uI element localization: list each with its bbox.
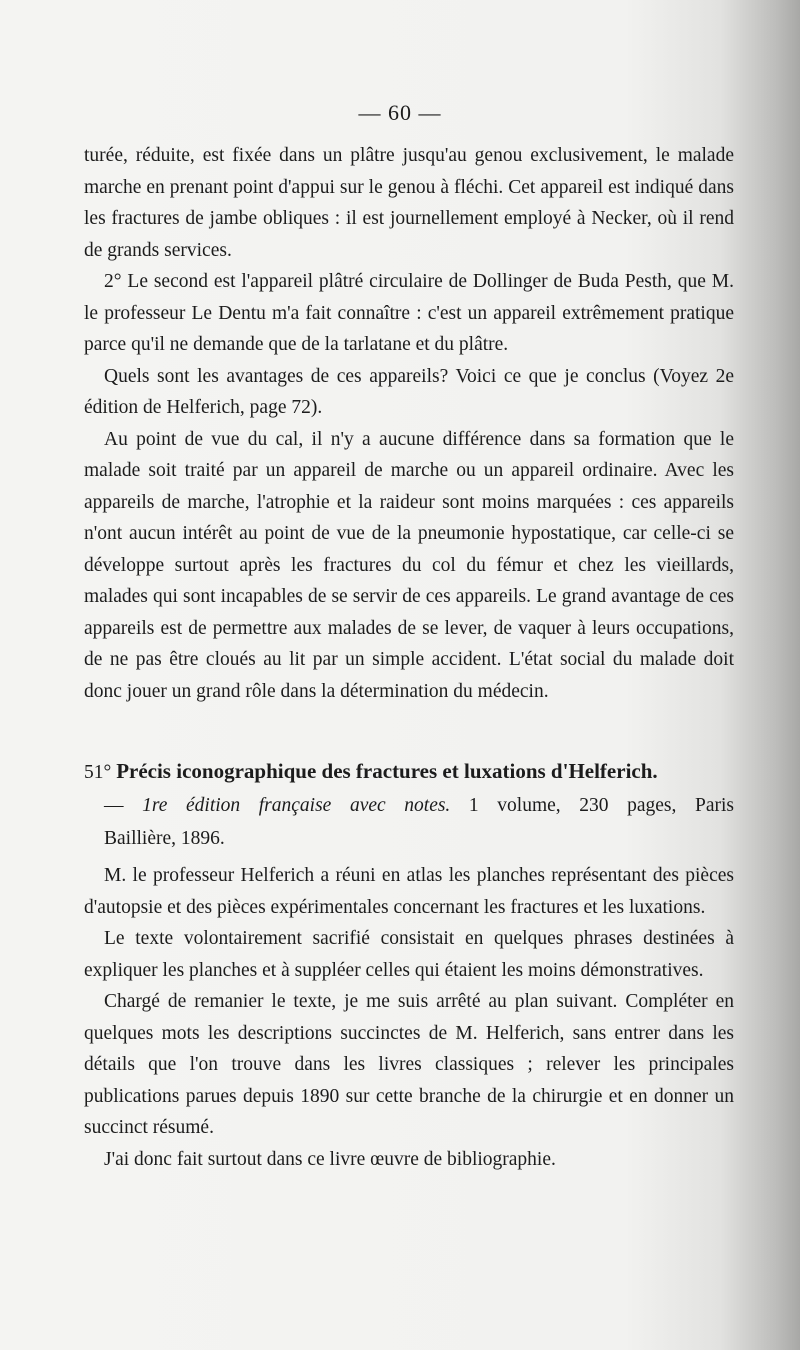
top-text-block — [84, 140, 734, 707]
edition-details: 1 volume, 230 pages, Paris — [468, 795, 734, 816]
paragraph-plan: Chargé de remanier le texte, je me suis arrêté au plan suivant. Compléter en quelques mots les descriptions succinctes de M. Helferich, sans entrer dans les détails que l'on trouve dans les livres classiques ; relever les principales publications parues depuis 1890 sur cette branche de la chirurgie et en donner un succinct résumé. — [84, 991, 734, 1138]
paragraph-bibliography: J'ai donc fait surtout dans ce livre œuvre de bibliographie. — [104, 1148, 556, 1170]
heading-line-title — [84, 755, 734, 789]
paragraph-conclusions: Au point de vue du cal, il n'y a aucune différence dans sa formation que le malade soit traité par un appareil de marche ou un appareil ordinaire. Avec les appareils de marche, l'atrophie et la raideur sont moins marquées : ces appareils n'ont aucun intérêt au point de vue de la pneumonie hypostatique, car celle-ci se développe surtout après les fractures du col du fémur et chez les vieillards, malades qui sont incapables de se servir de ces appareils. Le grand avantage de ces appareils est de permettre aux malades de se lever, de vaquer à leurs occupations, de ne pas être cloués au lit par un simple accident. L'état social du malade doit donc jouer un grand rôle dans la détermination du médecin. — [84, 428, 734, 702]
page-number: — 60 — — [358, 100, 442, 125]
bottom-text-block — [84, 860, 734, 1175]
paragraph-sacrificed-text: Le texte volontairement sacrifié consistait en quelques phrases destinées à expliquer les planches et à suppléer celles qui étaient les moins démonstratives. — [84, 928, 734, 981]
paragraph-continuation: turée, réduite, est fixée dans un plâtre jusqu'au genou exclusivement, le malade marche en prenant point d'appui sur le genou à fléchi. Cet appareil est indiqué dans les fractures de jambe obliques : il est journellement employé à Necker, où il rend de grands services. — [84, 145, 734, 261]
section-heading — [84, 755, 734, 855]
heading-dash: — — [104, 795, 124, 816]
heading-line-edition — [84, 789, 734, 822]
paragraph-dollinger: 2° Le second est l'appareil plâtré circulaire de Dollinger de Buda Pesth, que M. le professeur Le Dentu m'a fait connaître : c'est un appareil extrêmement pratique parce qu'il ne demande que de la tarlatane et du plâtre. — [84, 271, 734, 355]
paragraph-advantages-question: Quels sont les avantages de ces appareils? Voici ce que je conclus (Voyez 2e édition de Helferich, page 72). — [84, 365, 734, 418]
section-number: 51° — [84, 762, 112, 783]
section-title: Précis iconographique des fractures et luxations d'Helferich. — [116, 759, 658, 783]
edition-ordinal: 1re — [142, 795, 168, 816]
heading-line-publisher: Baillière, 1896. — [104, 828, 225, 849]
paragraph-atlas: M. le professeur Helferich a réuni en atlas les planches représentant des pièces d'autopsie et des pièces expérimentales concernant les fractures et les luxations. — [84, 865, 734, 918]
edition-text: édition française avec notes. — [186, 795, 451, 816]
